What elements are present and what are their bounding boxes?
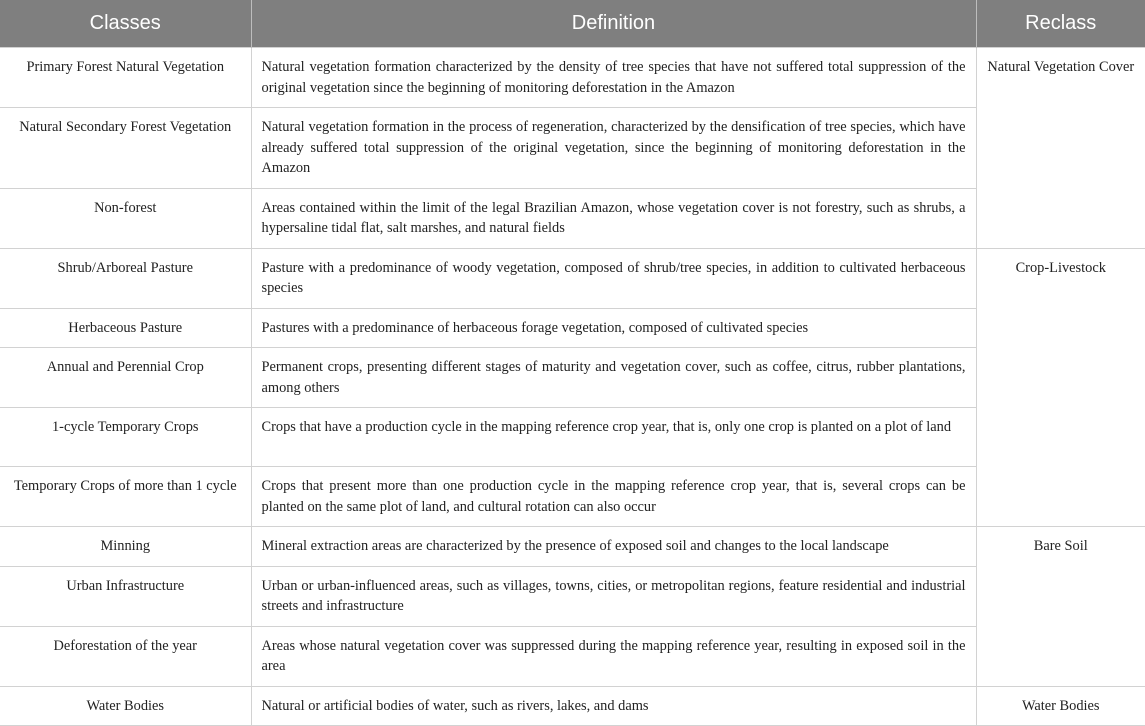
definition-cell: Urban or urban-influenced areas, such as villages, towns, cities, or metropolitan regions, feature residential and industrial streets and infrastructure <box>251 566 976 626</box>
definition-cell: Natural vegetation formation characterized by the density of tree species that have not suffered total suppression of the original vegetation since the beginning of monitoring deforestation in the Amazon <box>251 48 976 108</box>
definition-cell: Mineral extraction areas are characterized by the presence of exposed soil and changes to the local landscape <box>251 527 976 567</box>
table-row <box>0 108 1145 189</box>
class-cell: Minning <box>0 527 251 567</box>
definition-cell: Areas whose natural vegetation cover was suppressed during the mapping reference year, resulting in exposed soil in the area <box>251 626 976 686</box>
definition-cell: Areas contained within the limit of the legal Brazilian Amazon, whose vegetation cover is not forestry, such as shrubs, a hypersaline tidal flat, salt marshes, and natural fields <box>251 188 976 248</box>
reclass-cell: Natural Vegetation Cover <box>976 48 1145 249</box>
header-row <box>0 0 1145 48</box>
class-cell: Temporary Crops of more than 1 cycle <box>0 467 251 527</box>
class-cell: Urban Infrastructure <box>0 566 251 626</box>
table-row <box>0 348 1145 408</box>
class-cell: Natural Secondary Forest Vegetation <box>0 108 251 189</box>
header-classes: Classes <box>0 0 251 48</box>
table-row <box>0 686 1145 726</box>
class-cell: Shrub/Arboreal Pasture <box>0 248 251 308</box>
definition-cell: Permanent crops, presenting different stages of maturity and vegetation cover, such as coffee, citrus, rubber plantations, among others <box>251 348 976 408</box>
table-row <box>0 566 1145 626</box>
table-row <box>0 527 1145 567</box>
definition-cell: Pastures with a predominance of herbaceous forage vegetation, composed of cultivated species <box>251 308 976 348</box>
table-row <box>0 626 1145 686</box>
class-cell: Annual and Perennial Crop <box>0 348 251 408</box>
class-cell: Non-forest <box>0 188 251 248</box>
definition-cell: Natural or artificial bodies of water, such as rivers, lakes, and dams <box>251 686 976 726</box>
class-cell: 1-cycle Temporary Crops <box>0 408 251 467</box>
table-row <box>0 467 1145 527</box>
definition-cell: Crops that present more than one production cycle in the mapping reference crop year, that is, several crops can be planted on the same plot of land, and cultural rotation can also occur <box>251 467 976 527</box>
class-cell: Primary Forest Natural Vegetation <box>0 48 251 108</box>
class-cell: Water Bodies <box>0 686 251 726</box>
table-row <box>0 408 1145 467</box>
definition-cell: Natural vegetation formation in the process of regeneration, characterized by the densification of tree species, which have already suffered total suppression of the original vegetation, since the beginning of monitoring deforestation in the Amazon <box>251 108 976 189</box>
definition-cell: Crops that have a production cycle in the mapping reference crop year, that is, only one crop is planted on a plot of land <box>251 408 976 467</box>
table-row <box>0 308 1145 348</box>
definition-cell: Pasture with a predominance of woody vegetation, composed of shrub/tree species, in addition to cultivated herbaceous species <box>251 248 976 308</box>
table-row <box>0 48 1145 108</box>
reclass-cell: Bare Soil <box>976 527 1145 687</box>
header-reclass: Reclass <box>976 0 1145 48</box>
table-row <box>0 248 1145 308</box>
table-row <box>0 188 1145 248</box>
reclass-cell: Water Bodies <box>976 686 1145 726</box>
reclass-cell: Crop-Livestock <box>976 248 1145 527</box>
class-cell: Deforestation of the year <box>0 626 251 686</box>
header-definition: Definition <box>251 0 976 48</box>
class-cell: Herbaceous Pasture <box>0 308 251 348</box>
